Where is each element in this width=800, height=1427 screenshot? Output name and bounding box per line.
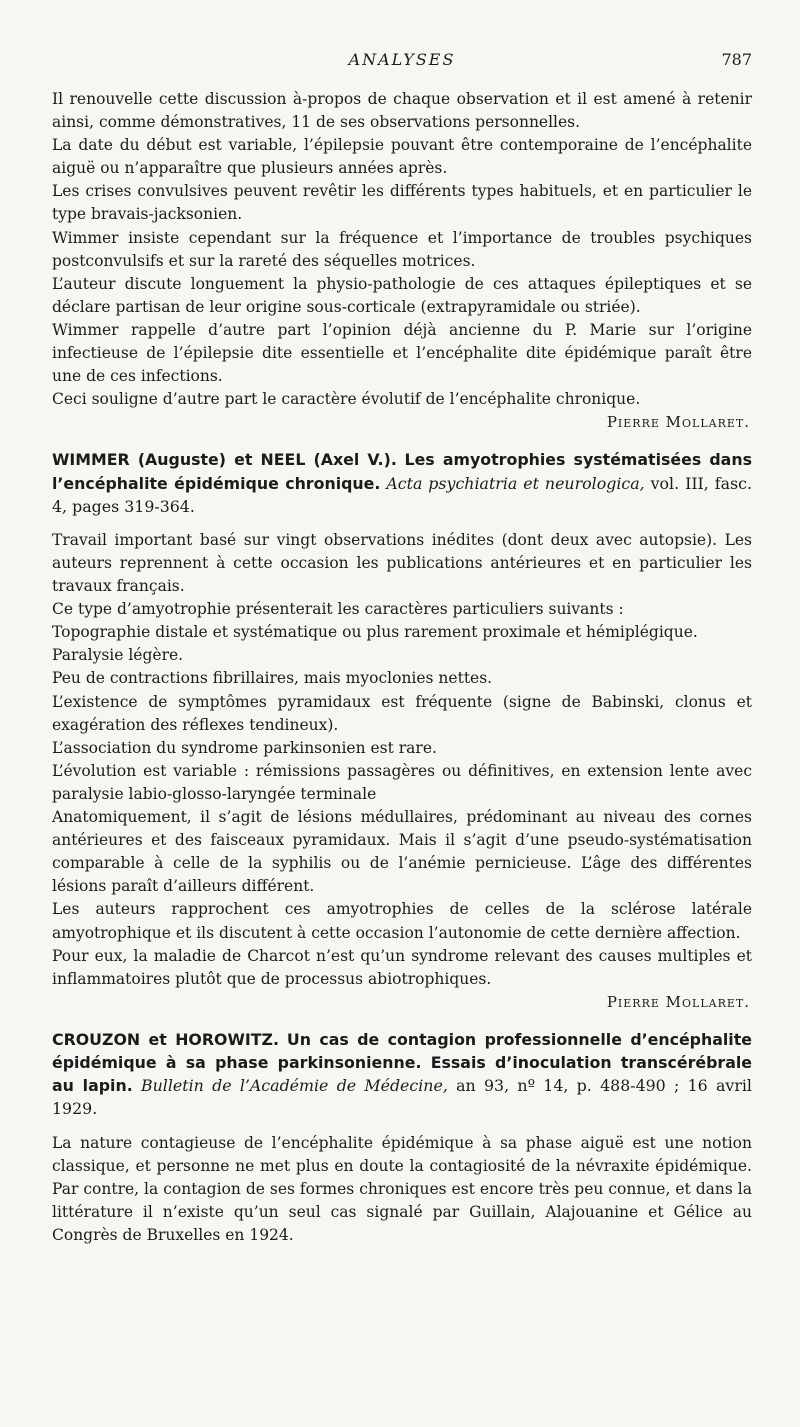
bibliographic-reference xyxy=(52,448,752,518)
reference-journal: Bulletin de l’Académie de Médecine, xyxy=(141,1076,448,1096)
paragraph: La nature contagieuse de l’encéphalite épidémique à sa phase aiguë est une notion classique, et personne ne met plus en doute la contagiosité de la névraxite épidémique. Par contre, la contagion de ses formes chroniques est encore très peu connue, et dans la littérature il n’existe qu’un seul cas signalé par Guillain, Alajouanine et Gélice au Congrès de Bruxelles en 1924. xyxy=(52,1133,752,1244)
paragraph: Ceci souligne d’autre part le caractère évolutif de l’encéphalite chronique. xyxy=(52,390,641,409)
reference-details: vol. III, fasc. 4, pages 319-364. xyxy=(52,473,752,516)
paragraph: Les auteurs rapprochent ces amyotrophies de celles de la sclérose latérale amyotrophique et ils discutent à cette occasion l’autonomie de cette dernière affection. xyxy=(52,900,752,942)
paragraph: Ce type d’amyotrophie présenterait les caractères particuliers suivants : xyxy=(52,600,624,619)
paragraph: Peu de contractions fibrillaires, mais myoclonies nettes. xyxy=(52,669,493,688)
paragraph: L’association du syndrome parkinsonien est rare. xyxy=(52,738,437,757)
analysis-wimmer-neel xyxy=(52,448,752,1013)
paragraph: Wimmer insiste cependant sur la fréquence et l’importance de troubles psychiques postconvulsifs et sur la rareté des séquelles motrices. xyxy=(52,228,752,270)
paragraph: Il renouvelle cette discussion à-propos de chaque observation et il est amené à retenir ainsi, comme démonstratives, 11 de ses observations personnelles. xyxy=(52,90,752,132)
bibliographic-reference xyxy=(52,1028,752,1121)
paragraph: L’évolution est variable : rémissions passagères ou définitives, en extension lente avec paralysie labio-glosso-laryngée terminale xyxy=(52,761,752,803)
analysis-continuation xyxy=(52,88,752,434)
paragraph: L’auteur discute longuement la physio-pathologie de ces attaques épileptiques et se déclare partisan de leur origine sous-corticale (extrapyramidale ou striée). xyxy=(52,274,752,316)
page-number: 787 xyxy=(721,50,752,69)
reference-journal: Acta psychiatria et neurologica, xyxy=(386,473,645,493)
page-content xyxy=(52,88,752,1247)
reference-authors: WIMMER (Auguste) et NEEL (Axel V.). xyxy=(52,450,397,470)
running-title: ANALYSES xyxy=(348,50,456,69)
paragraph: Travail important basé sur vingt observations inédites (dont deux avec autopsie). Les auteurs reprennent à cette occasion les publications antérieures et en particulier les travaux français. xyxy=(52,530,752,596)
paragraph: La date du début est variable, l’épilepsie pouvant être contemporaine de l’encéphalite aiguë ou n’apparaître que plusieurs années après. xyxy=(52,136,752,178)
paragraph: Pour eux, la maladie de Charcot n’est qu’un syndrome relevant des causes multiples et inflammatoires plutôt que de processus abiotrophiques. xyxy=(52,946,752,988)
reference-authors: CROUZON et HOROWITZ. xyxy=(52,1029,279,1049)
reference-title: Les amyotrophies systématisées dans l’encéphalite épidémique chronique. xyxy=(52,450,752,493)
signature: Pierre Mollaret. xyxy=(606,992,750,1011)
reference-details: an 93, nº 14, p. 488-490 ; 16 avril 1929. xyxy=(52,1076,752,1119)
paragraph: Wimmer rappelle d’autre part l’opinion déjà ancienne du P. Marie sur l’origine infectieuse de l’épilepsie dite essentielle et l’encéphalite dite épidémique paraît être une de ces infections. xyxy=(52,320,752,386)
paragraph: Paralysie légère. xyxy=(52,646,184,665)
paragraph: Anatomiquement, il s’agit de lésions médullaires, prédominant au niveau des cornes antérieures et des faisceaux pyramidaux. Mais il s’agit d’une pseudo-systématisation comparable à celle de la syphilis ou de l’anémie pernicieuse. L’âge des différentes lésions paraît d’ailleurs différent. xyxy=(52,808,752,896)
signature: Pierre Mollaret. xyxy=(606,413,750,432)
paragraph: Les crises convulsives peuvent revêtir les différents types habituels, et en particulier le type bravais-jacksonien. xyxy=(52,182,752,224)
paragraph: Topographie distale et systématique ou plus rarement proximale et hémiplégique. xyxy=(52,623,698,642)
page-header xyxy=(52,50,752,74)
analysis-crouzon-horowitz xyxy=(52,1028,752,1247)
reference-title: Un cas de contagion professionnelle d’encéphalite épidémique à sa phase parkinsonienne. Essais d’inoculation transcérébrale au lapin. xyxy=(52,1029,752,1096)
paragraph: L’existence de symptômes pyramidaux est fréquente (signe de Babinski, clonus et exagération des réflexes tendineux). xyxy=(52,692,752,734)
